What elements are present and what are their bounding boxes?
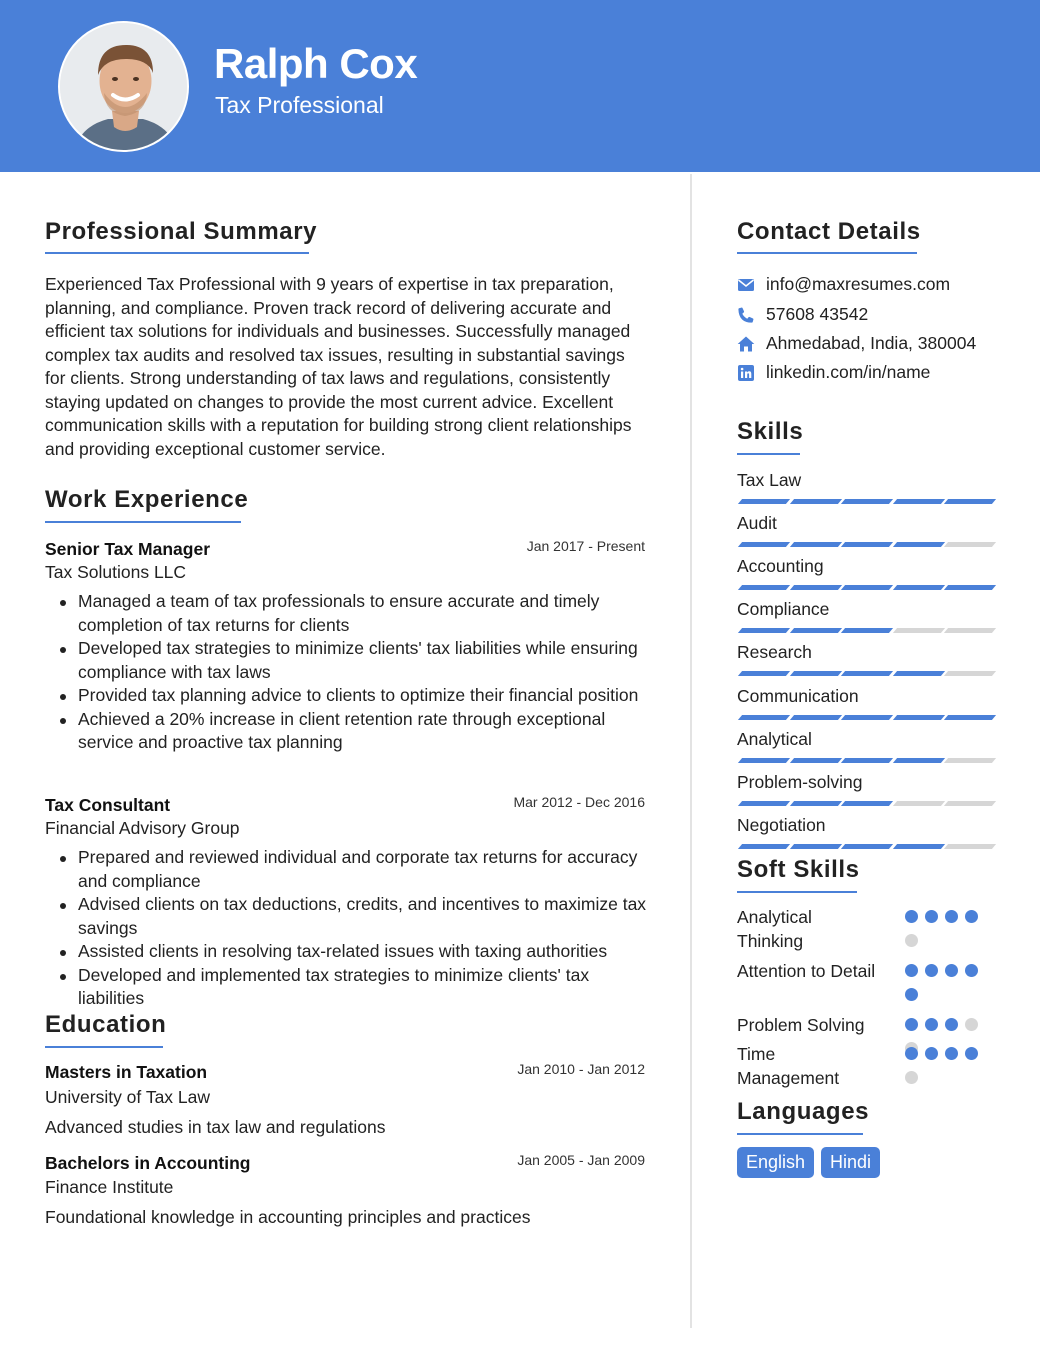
level-dot-filled [905, 964, 918, 977]
profile-photo-icon [60, 23, 189, 152]
level-dot-filled [925, 910, 938, 923]
candidate-title: Tax Professional [215, 92, 384, 118]
level-dot-empty [965, 1018, 978, 1031]
level-dot-filled [905, 1018, 918, 1031]
contact-phone-text: 57608 43542 [766, 304, 869, 324]
skill-segment-empty [944, 671, 996, 676]
skill-segment-filled [841, 585, 893, 590]
level-dot-filled [945, 1018, 958, 1031]
home-icon [737, 335, 755, 353]
level-dot-filled [945, 1047, 958, 1060]
skill-segment-filled [892, 715, 944, 720]
degree-title: Bachelors in Accounting [45, 1153, 251, 1173]
phone-icon [737, 306, 755, 324]
experience-heading: Work Experience [45, 486, 249, 513]
contact-email[interactable] [737, 274, 997, 296]
skill-level-bar [737, 758, 993, 763]
skill-segment-empty [944, 758, 996, 763]
job-dates: Mar 2012 - Dec 2016 [513, 794, 645, 810]
list-item: Achieved a 20% increase in client retention rate through exceptional service and proactive tax planning [78, 708, 648, 755]
skill-segment-filled [738, 715, 790, 720]
summary-text: Experienced Tax Professional with 9 years of expertise in tax preparation, planning, and compliance. Proven track record of delivering accurate and efficient tax solutions for individuals and businesses. Successfully managed complex tax audits and resolved tax issues, resulting in substantial savings for clients. Strong understanding of tax laws and regulations, consistently staying updated on changes to provide the most current advice. Excellent communication skills with a reputation for building strong client relationships and providing exceptional customer service. [45, 274, 632, 459]
level-dot-filled [965, 1047, 978, 1060]
skill-segment-filled [841, 715, 893, 720]
skill-name: Accounting [737, 556, 824, 577]
linkedin-icon [737, 364, 755, 382]
list-item: Advised clients on tax deductions, credits, and incentives to maximize tax savings [78, 893, 648, 940]
skill-segment-filled [789, 628, 841, 633]
skill-segment-empty [892, 801, 944, 806]
skill-segment-filled [841, 542, 893, 547]
education-heading: Education [45, 1011, 167, 1038]
skill-segment-filled [841, 801, 893, 806]
level-dot-filled [925, 1047, 938, 1060]
skill-segment-filled [738, 542, 790, 547]
skill-name: Research [737, 642, 812, 663]
skill-segment-empty [944, 801, 996, 806]
soft-skills-heading-underline [737, 891, 857, 893]
skill-level-bar [737, 715, 993, 720]
job-title: Senior Tax Manager [45, 539, 211, 559]
summary-heading-underline [45, 252, 309, 254]
skill-segment-filled [841, 758, 893, 763]
skill-segment-filled [738, 671, 790, 676]
job-company: Tax Solutions LLC [45, 562, 187, 582]
contact-phone[interactable] [737, 304, 997, 326]
school-name: Finance Institute [45, 1177, 174, 1197]
language-badge: Hindi [821, 1147, 880, 1178]
level-dot-filled [965, 910, 978, 923]
skill-segment-empty [944, 844, 996, 849]
level-dot-filled [905, 1047, 918, 1060]
skill-name: Audit [737, 513, 777, 534]
skill-segment-filled [789, 542, 841, 547]
languages-heading-underline [737, 1133, 863, 1135]
contact-linkedin[interactable] [737, 362, 997, 384]
languages-heading: Languages [737, 1098, 870, 1125]
skill-segment-filled [789, 671, 841, 676]
skill-level-bar [737, 585, 993, 590]
job-bullets [78, 590, 648, 755]
skill-segment-filled [738, 758, 790, 763]
soft-skill-level-dots [905, 1047, 985, 1087]
skill-segment-filled [738, 801, 790, 806]
skill-segment-filled [892, 585, 944, 590]
skill-segment-filled [892, 671, 944, 676]
skill-level-bar [737, 671, 993, 676]
skill-segment-filled [789, 585, 841, 590]
skill-name: Problem-solving [737, 771, 863, 792]
education-heading-underline [45, 1046, 163, 1048]
list-item: Developed tax strategies to minimize clients' tax liabilities while ensuring compliance with tax laws [78, 637, 648, 684]
level-dot-filled [905, 910, 918, 923]
language-badge: English [737, 1147, 814, 1178]
level-dot-filled [945, 910, 958, 923]
skill-segment-filled [789, 499, 841, 504]
skill-segment-filled [789, 844, 841, 849]
skill-name: Compliance [737, 599, 830, 620]
skill-name: Tax Law [737, 470, 802, 490]
resume-header [0, 0, 1040, 172]
soft-skill-level-dots [905, 964, 985, 1004]
job-title: Tax Consultant [45, 795, 171, 815]
level-dot-filled [965, 964, 978, 977]
job-company: Financial Advisory Group [45, 818, 240, 838]
envelope-icon [737, 276, 755, 294]
soft-skill-name: Problem Solving [737, 1015, 865, 1035]
skill-name: Communication [737, 685, 859, 706]
skill-segment-filled [944, 499, 996, 504]
degree-dates: Jan 2010 - Jan 2012 [517, 1061, 645, 1077]
skills-heading: Skills [737, 418, 804, 445]
skill-segment-filled [892, 542, 944, 547]
list-item: Developed and implemented tax strategies to minimize clients' tax liabilities [78, 964, 648, 1011]
soft-skill-level-dots [905, 910, 985, 950]
skill-level-bar [737, 628, 993, 633]
degree-description: Advanced studies in tax law and regulations [45, 1117, 386, 1137]
contact-heading: Contact Details [737, 218, 921, 245]
skill-segment-filled [841, 844, 893, 849]
skill-name: Analytical [737, 728, 812, 749]
list-item: Provided tax planning advice to clients to optimize their financial position [78, 684, 648, 708]
contact-address-text: Ahmedabad, India, 380004 [766, 333, 977, 353]
skill-level-bar [737, 844, 993, 849]
degree-dates: Jan 2005 - Jan 2009 [517, 1152, 645, 1168]
level-dot-filled [925, 964, 938, 977]
skill-segment-filled [789, 801, 841, 806]
degree-description: Foundational knowledge in accounting principles and practices [45, 1207, 531, 1227]
degree-title: Masters in Taxation [45, 1062, 208, 1082]
skill-segment-filled [892, 844, 944, 849]
avatar [58, 21, 189, 152]
level-dot-empty [905, 1071, 918, 1084]
skill-name: Negotiation [737, 814, 826, 835]
level-dot-filled [905, 988, 918, 1001]
school-name: University of Tax Law [45, 1087, 211, 1107]
skill-segment-filled [892, 758, 944, 763]
list-item: Managed a team of tax professionals to ensure accurate and timely completion of tax returns for clients [78, 590, 648, 637]
soft-skills-heading: Soft Skills [737, 856, 860, 883]
contact-heading-underline [737, 252, 917, 254]
skill-segment-filled [841, 499, 893, 504]
skill-segment-filled [841, 671, 893, 676]
skill-level-bar [737, 801, 993, 806]
skill-segment-filled [738, 585, 790, 590]
level-dot-empty [905, 934, 918, 947]
contact-email-text: info@maxresumes.com [766, 274, 951, 294]
skill-segment-empty [944, 542, 996, 547]
soft-skill-name: Analytical Thinking [737, 907, 812, 951]
skill-segment-filled [789, 758, 841, 763]
skill-segment-filled [738, 844, 790, 849]
skill-segment-filled [738, 628, 790, 633]
skill-segment-filled [789, 715, 841, 720]
contact-linkedin-text: linkedin.com/in/name [766, 362, 931, 382]
skill-segment-empty [944, 628, 996, 633]
skill-segment-filled [892, 499, 944, 504]
level-dot-filled [925, 1018, 938, 1031]
skill-segment-filled [944, 585, 996, 590]
soft-skill-name: Time Management [737, 1044, 840, 1088]
skill-segment-filled [841, 628, 893, 633]
skill-segment-filled [944, 715, 996, 720]
skill-segment-filled [738, 499, 790, 504]
column-divider [690, 174, 692, 1328]
skill-level-bar [737, 542, 993, 547]
contact-address [737, 333, 997, 355]
skills-heading-underline [737, 453, 800, 455]
job-dates: Jan 2017 - Present [526, 538, 645, 554]
summary-heading: Professional Summary [45, 218, 318, 245]
soft-skill-name: Attention to Detail [737, 961, 876, 981]
candidate-name: Ralph Cox [214, 40, 418, 87]
job-bullets [78, 846, 648, 1011]
level-dot-filled [945, 964, 958, 977]
skill-level-bar [737, 499, 993, 504]
skill-segment-empty [892, 628, 944, 633]
experience-heading-underline [45, 521, 241, 523]
list-item: Assisted clients in resolving tax-related issues with taxing authorities [78, 940, 648, 964]
list-item: Prepared and reviewed individual and corporate tax returns for accuracy and compliance [78, 846, 648, 893]
